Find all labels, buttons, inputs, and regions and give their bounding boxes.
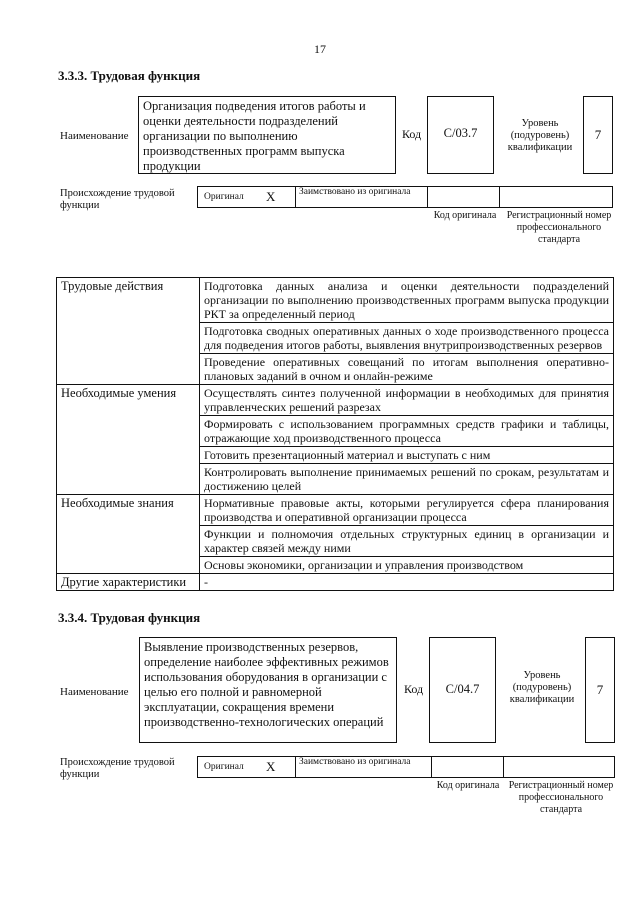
table-row	[57, 574, 614, 591]
section-title-334: 3.3.4. Трудовая функция	[58, 610, 201, 625]
borrowed-cell	[296, 187, 428, 207]
code-box	[427, 96, 494, 174]
row-label: Необходимые знания	[57, 495, 200, 574]
function-name-text: Организация подведения итогов работы и оценки деятельности подразделений организации по выполнению производственных программ выпуска продукции	[143, 99, 366, 173]
original-mark: X	[266, 189, 276, 204]
level-label: Уровень (подуровень) квалификации	[507, 118, 573, 153]
row-text: Проведение оперативных совещаний по итогам выполнения оперативно-плановых заданий в очном и онлайн-режиме	[200, 354, 614, 385]
reg-number-caption: Регистрационный номер профессионального стандарта	[508, 780, 614, 815]
row-text: Контролировать выполнение принимаемых решений по срокам, результатам и достижению целей	[200, 464, 614, 495]
original-label: Оригинал	[204, 762, 244, 772]
row-text: Подготовка сводных оперативных данных о ходе производственного процесса для подведения итогов работы, выявления внутрипроизводственных резервов	[200, 323, 614, 354]
row-text: Осуществлять синтез полученной информации в необходимых для принятия управленческих решений разрезах	[200, 385, 614, 416]
code-original-caption: Код оригинала	[433, 210, 497, 221]
row-label: Необходимые умения	[57, 385, 200, 495]
level-box	[585, 637, 615, 743]
row-text: Формировать с использованием программных средств графики и таблицы, отражающие ход производственного процесса	[200, 416, 614, 447]
row-text: Основы экономики, организации и управления производством	[200, 557, 614, 574]
original-mark: X	[266, 759, 276, 774]
row-text: Нормативные правовые акты, которыми регулируется сфера планирования производства и оперативной организации процесса	[200, 495, 614, 526]
row-label: Трудовые действия	[57, 278, 200, 385]
code-original-caption: Код оригинала	[436, 780, 500, 791]
origin-label: Происхождение трудовой функции	[60, 757, 175, 780]
function-name-box	[138, 96, 396, 174]
reg-number-cell	[500, 187, 612, 207]
original-label: Оригинал	[204, 192, 244, 202]
row-text: Функции и полномочия отдельных структурных единиц в организации и характер связей между ними	[200, 526, 614, 557]
origin-row	[197, 186, 613, 208]
function-details-table	[56, 277, 614, 591]
level-value: 7	[596, 682, 604, 697]
table-row	[57, 278, 614, 323]
borrowed-cell	[296, 757, 432, 777]
original-cell	[198, 187, 296, 207]
code-label: Код	[402, 127, 422, 141]
reg-number-cell	[504, 757, 614, 777]
row-text: -	[200, 574, 614, 591]
row-text: Готовить презентационный материал и выступать с ним	[200, 447, 614, 464]
name-label: Наименование	[60, 686, 129, 698]
code-value: С/03.7	[443, 126, 478, 140]
borrowed-label: Заимствовано из оригинала	[299, 757, 411, 767]
name-label: Наименование	[60, 130, 129, 142]
row-label: Другие характеристики	[57, 574, 200, 591]
page-number: 17	[314, 42, 326, 56]
function-name-text: Выявление производственных резервов, определение наиболее эффективных режимов использования оборудования в организации с целью его полной и равномерной эксплуатации, сокращения времени производственно-технологических операций	[144, 640, 389, 729]
code-box	[429, 637, 496, 743]
section-title-333: 3.3.3. Трудовая функция	[58, 68, 201, 83]
table-row	[57, 385, 614, 416]
code-original-cell	[428, 187, 500, 207]
level-box	[583, 96, 613, 174]
level-value: 7	[594, 127, 602, 142]
function-name-box	[139, 637, 397, 743]
reg-number-caption: Регистрационный номер профессионального стандарта	[506, 210, 612, 245]
origin-label: Происхождение трудовой функции	[60, 188, 175, 211]
level-label: Уровень (подуровень) квалификации	[509, 670, 575, 705]
original-cell	[198, 757, 296, 777]
code-value: С/04.7	[445, 682, 480, 696]
borrowed-label: Заимствовано из оригинала	[299, 187, 411, 197]
code-label: Код	[404, 682, 424, 696]
row-text: Подготовка данных анализа и оценки деятельности подразделений организации по выполнению производственных программ выпуска продукции РКТ за определенный период	[200, 278, 614, 323]
origin-row	[197, 756, 615, 778]
table-row	[57, 495, 614, 526]
code-original-cell	[432, 757, 504, 777]
